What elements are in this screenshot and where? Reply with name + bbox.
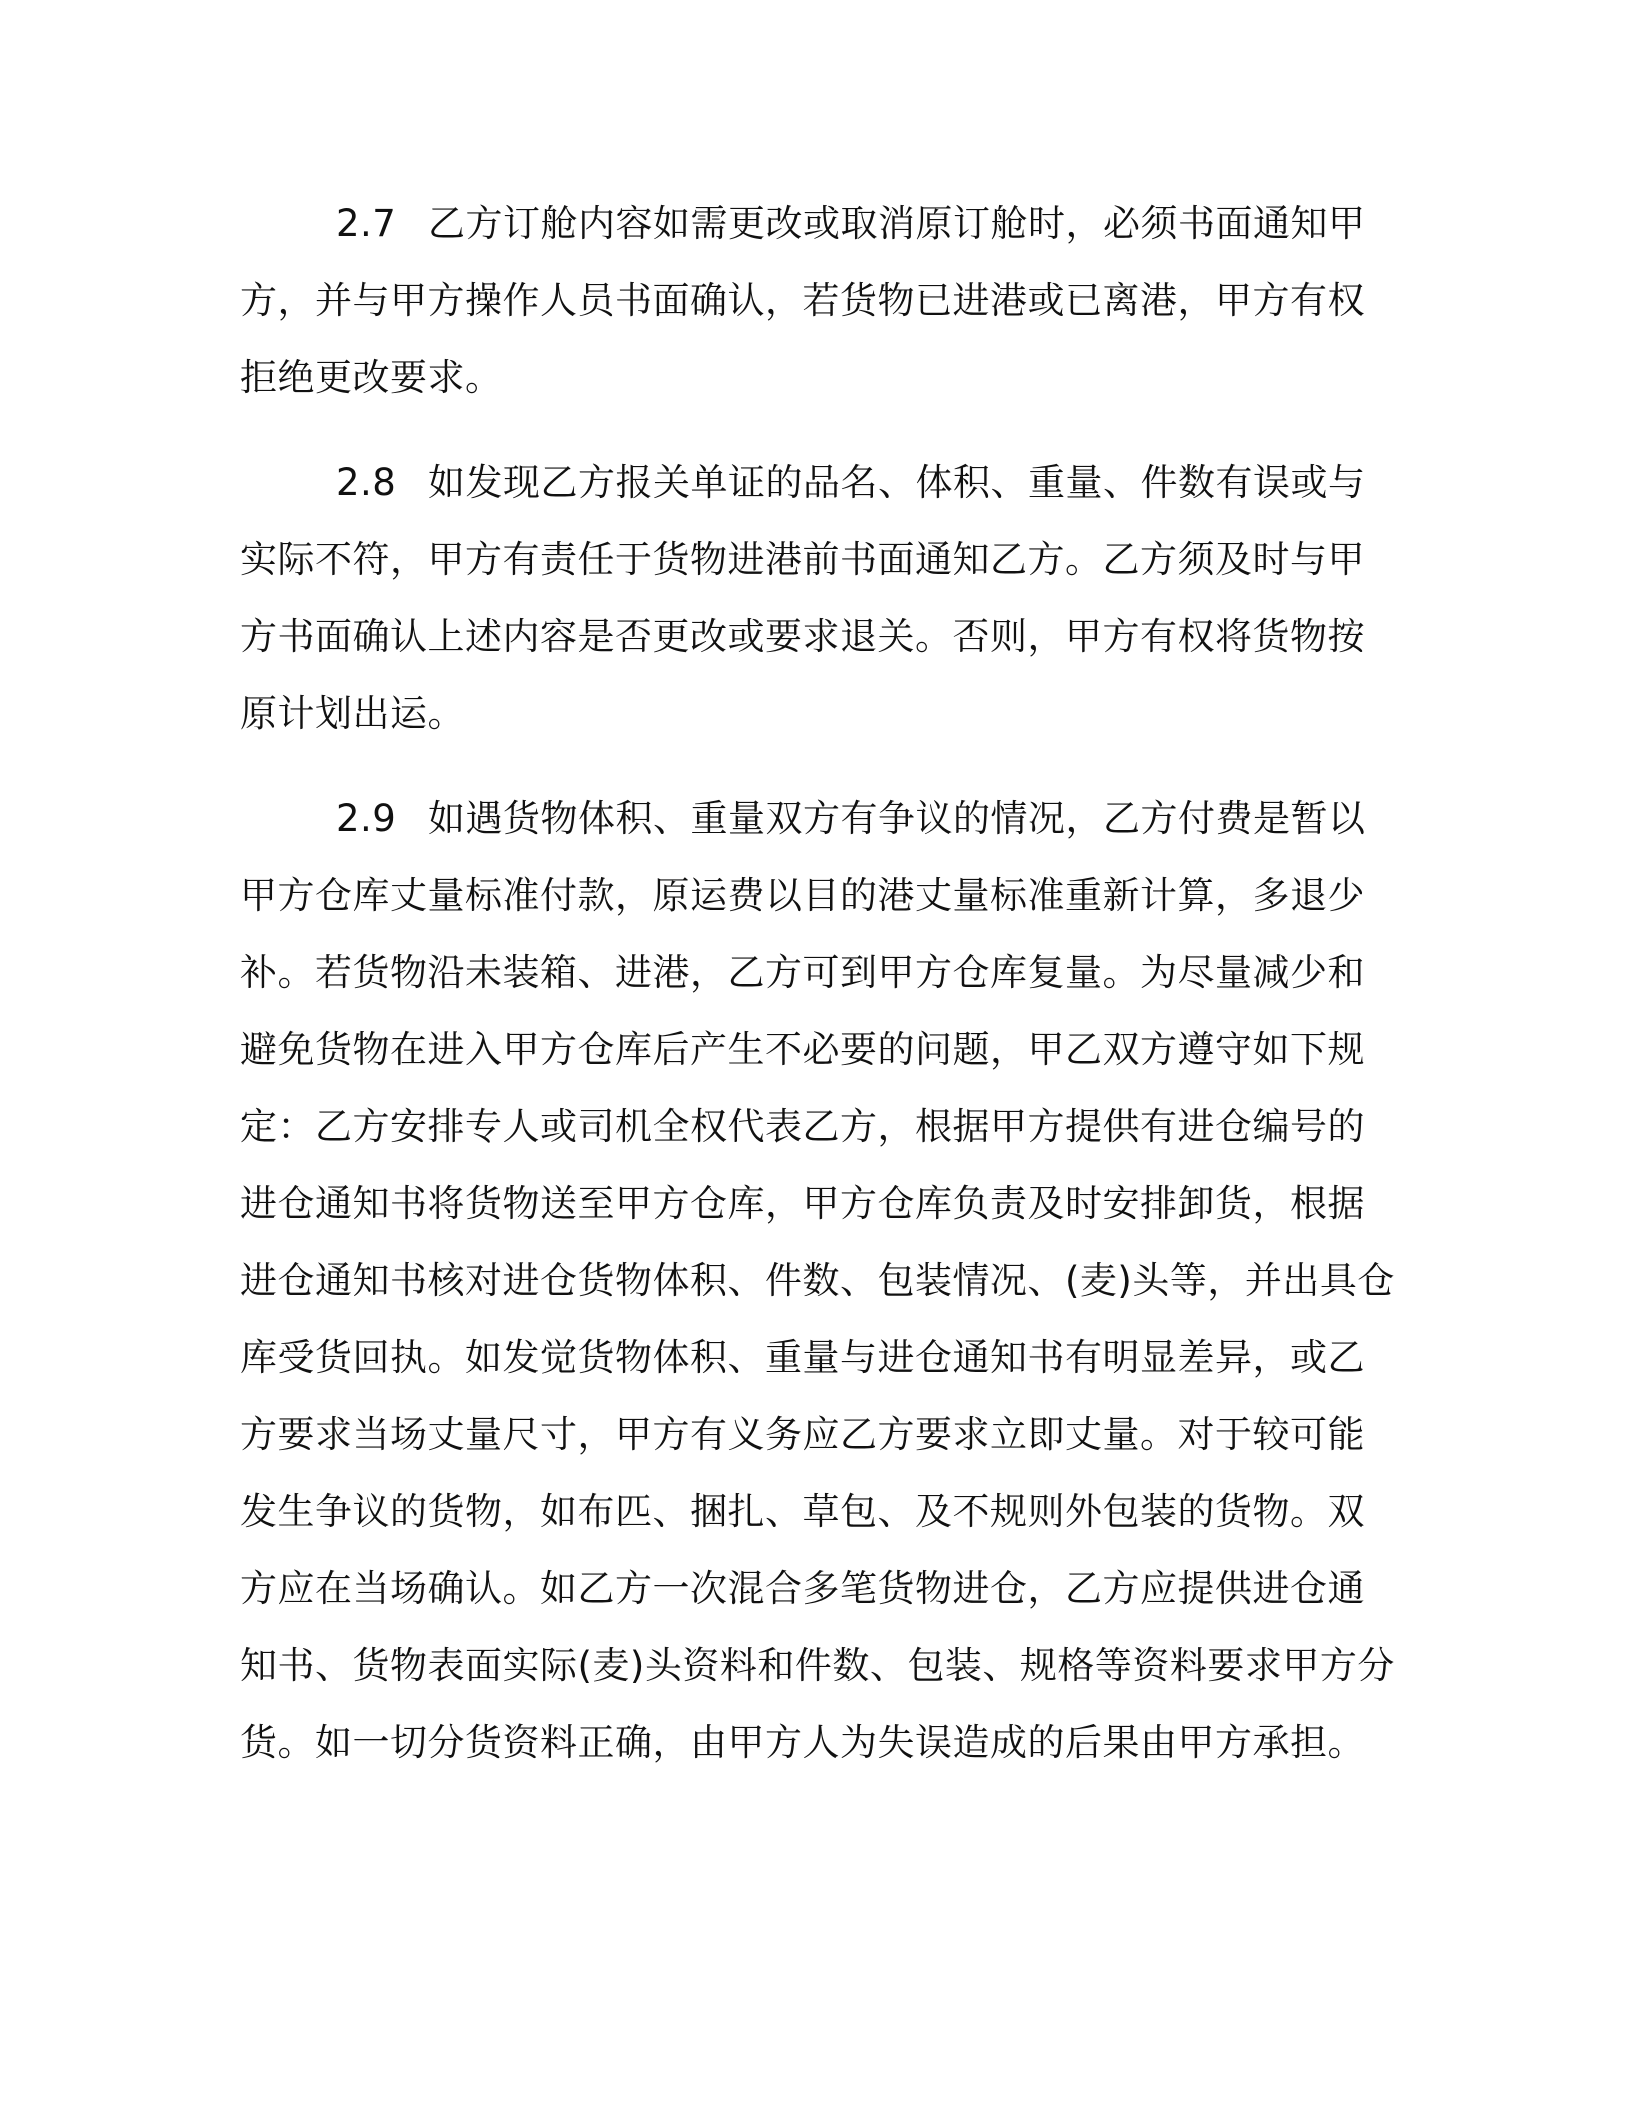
- clause-line: 进仓通知书将货物送至甲方仓库，甲方仓库负责及时安排卸货，根据: [240, 1182, 1365, 1225]
- clause-line: [240, 444, 1380, 521]
- clause-2-7: [240, 185, 1380, 416]
- clause-2-9: [240, 780, 1395, 1781]
- clause-line: 实际不符，甲方有责任于货物进港前书面通知乙方。乙方须及时与甲: [240, 538, 1365, 581]
- clause-number: 2.7: [336, 202, 397, 245]
- clause-line: 原计划出运。: [240, 692, 465, 735]
- clause-text: 乙方订舱内容如需更改或取消原订舱时，必须书面通知甲: [428, 202, 1366, 245]
- clause-line: 方要求当场丈量尺寸，甲方有义务应乙方要求立即丈量。对于较可能: [240, 1413, 1365, 1456]
- clause-line: [240, 780, 1380, 857]
- clause-line: 方应在当场确认。如乙方一次混合多笔货物进仓，乙方应提供进仓通: [240, 1567, 1365, 1610]
- clause-line: 方书面确认上述内容是否更改或要求退关。否则，甲方有权将货物按: [240, 615, 1365, 658]
- clause-line: 避免货物在进入甲方仓库后产生不必要的问题，甲乙双方遵守如下规: [240, 1028, 1365, 1071]
- clause-number: 2.9: [336, 797, 397, 840]
- clause-line: 定：乙方安排专人或司机全权代表乙方，根据甲方提供有进仓编号的: [240, 1105, 1365, 1148]
- clause-line: [240, 185, 1380, 262]
- clause-line: 方，并与甲方操作人员书面确认，若货物已进港或已离港，甲方有权: [240, 279, 1365, 322]
- clause-line: 甲方仓库丈量标准付款，原运费以目的港丈量标准重新计算，多退少: [240, 874, 1365, 917]
- clause-line: 补。若货物沿未装箱、进港，乙方可到甲方仓库复量。为尽量减少和: [240, 951, 1365, 994]
- clause-line: 库受货回执。如发觉货物体积、重量与进仓通知书有明显差异，或乙: [240, 1336, 1365, 1379]
- clause-line: 拒绝更改要求。: [240, 356, 503, 399]
- clause-line: 进仓通知书核对进仓货物体积、件数、包装情况、(麦)头等，并出具仓: [240, 1259, 1395, 1302]
- document-body: [240, 185, 1395, 1809]
- clause-line: 知书、货物表面实际(麦)头资料和件数、包装、规格等资料要求甲方分: [240, 1644, 1395, 1687]
- clause-number: 2.8: [336, 461, 397, 504]
- clause-line: 发生争议的货物，如布匹、捆扎、草包、及不规则外包装的货物。双: [240, 1490, 1365, 1533]
- clause-text: 如发现乙方报关单证的品名、体积、重量、件数有误或与: [428, 461, 1366, 504]
- clause-2-8: [240, 444, 1380, 752]
- clause-line: 货。如一切分货资料正确，由甲方人为失误造成的后果由甲方承担。: [240, 1721, 1365, 1764]
- clause-text: 如遇货物体积、重量双方有争议的情况，乙方付费是暂以: [428, 797, 1366, 840]
